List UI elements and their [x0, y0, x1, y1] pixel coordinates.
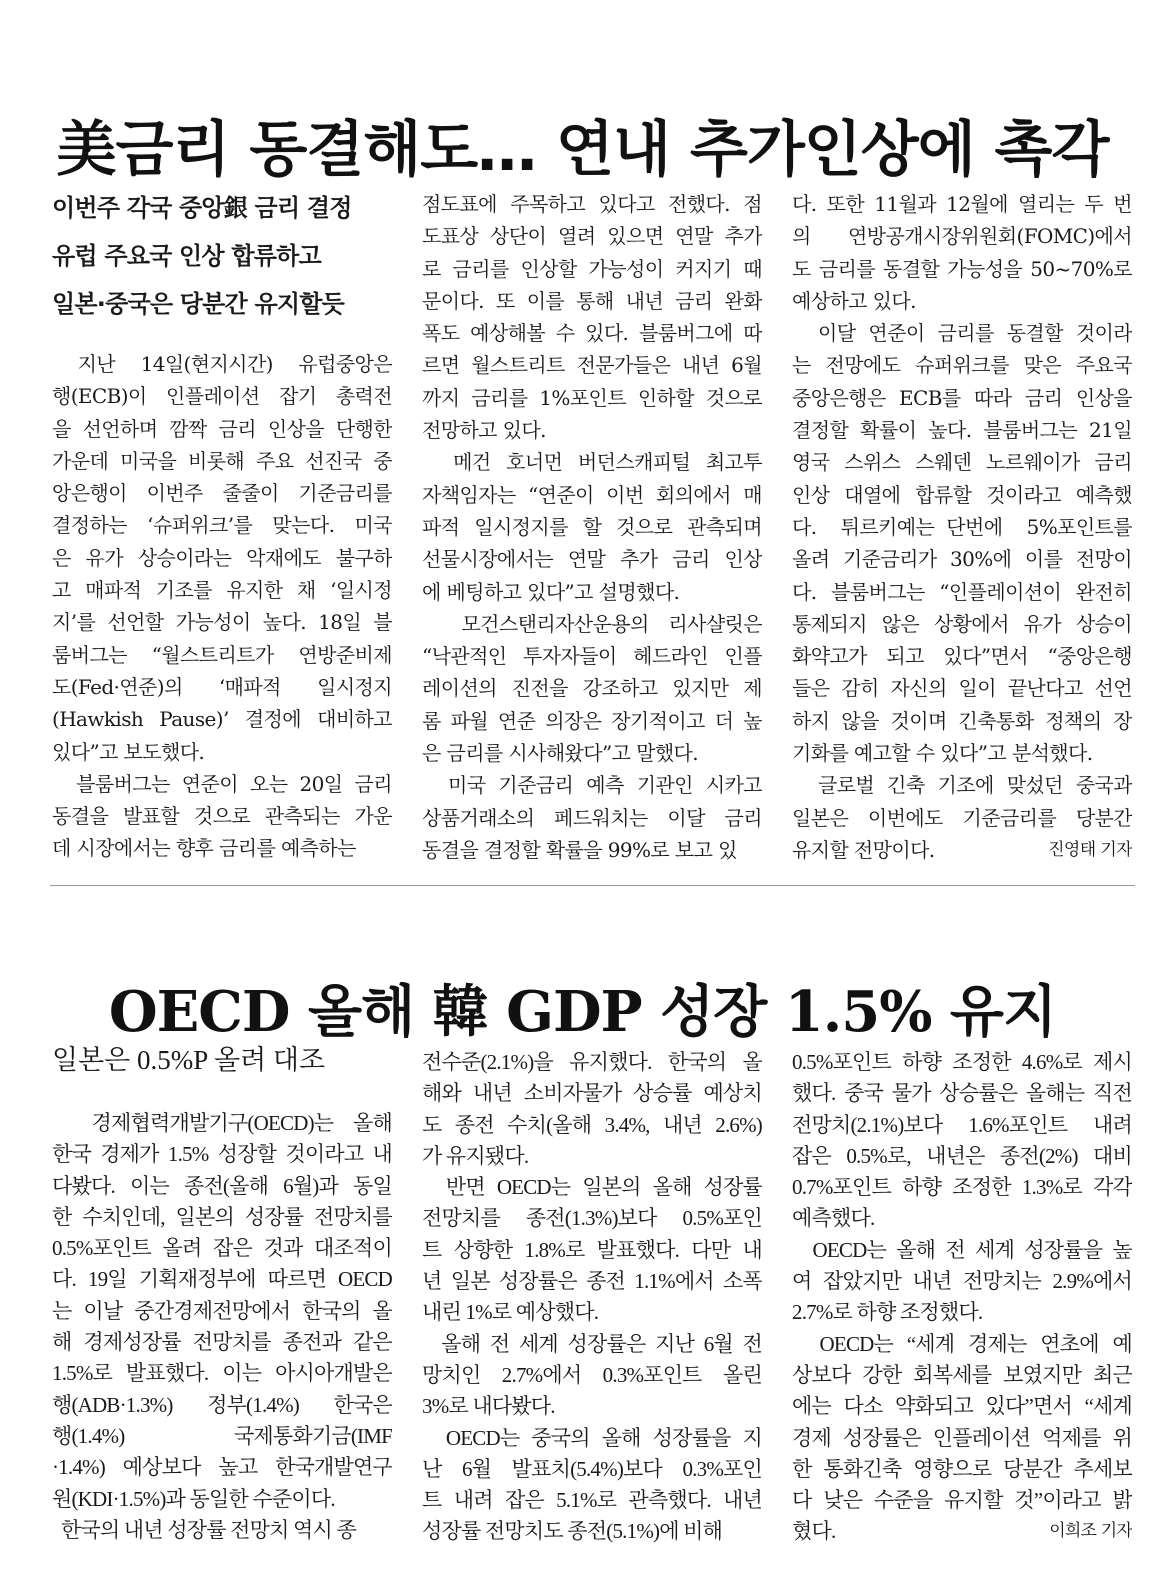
text-line [52, 800, 392, 832]
text-line-content: 통제되지 않은 상황에서 유가 상승이 [792, 611, 1132, 636]
text-line-content: 롬 파월 연준 의장은 장기적이고 더 높 [422, 708, 762, 733]
text-line [792, 802, 1132, 834]
text-line-content: 다봤다. 이는 종전(올해 6월)과 동일 [52, 1173, 392, 1198]
text-line [792, 1203, 1132, 1234]
text-line [422, 640, 762, 672]
text-line-content: 해와 내년 소비자물가 상승률 예상치 [422, 1081, 762, 1106]
text-line-content: 망치인 2.7%에서 0.3%포인트 올린 [422, 1362, 762, 1387]
text-line [422, 382, 762, 414]
text-line-content: 경제 성장률은 인플레이션 억제를 위 [792, 1425, 1132, 1450]
text-line [52, 1452, 392, 1483]
text-line-content: 룸버그는 “월스트리트가 연방준비제 [52, 642, 392, 667]
text-line [792, 1485, 1132, 1516]
text-line [792, 1172, 1132, 1203]
text-line [792, 1078, 1132, 1109]
reporter-byline: 진영태 기자 [1048, 839, 1132, 860]
text-line [792, 576, 1132, 608]
text-line-content: 로 금리를 인상할 가능성이 커지기 때 [422, 256, 762, 281]
text-line-content: 다. 또한 11월과 12월에 열리는 두 번 [792, 192, 1132, 216]
text-line-content: 원(KDI·1.5%)과 동일한 수준이다. [52, 1486, 335, 1511]
text-line [52, 413, 392, 445]
text-line-content: “낙관적인 투자자들이 헤드라인 인플 [422, 644, 762, 669]
text-line-content: 고 매파적 기조를 유지한 채 ‘일시정 [52, 578, 392, 603]
text-line [792, 253, 1132, 285]
text-line [422, 737, 762, 769]
text-line-content: 해 경제성장률 전망치를 종전과 같은 [52, 1330, 392, 1355]
text-line-content: 르면 월스트리트 전문가들은 내년 6월 [422, 353, 762, 378]
text-line-content: 전망치(2.1%)보다 1.6%포인트 내려 [792, 1112, 1132, 1137]
text-line-content: 미국 기준금리 예측 기관인 시카고 [422, 773, 762, 798]
text-line-content: 혔다. [792, 1519, 836, 1544]
text-line-content: 을 선언하며 깜짝 금리 인상을 단행한 [52, 416, 392, 441]
text-line [52, 832, 392, 864]
text-line-content: 3%로 내다봤다. [422, 1394, 555, 1419]
text-line-content: 트 내려 잡은 5.1%로 관측했다. 내년 [422, 1488, 762, 1513]
text-line [52, 606, 392, 638]
text-line-content: 은 금리를 시사해왔다”고 말했다. [422, 741, 699, 766]
text-line-content: 레이션의 진전을 강조하고 있지만 제 [422, 676, 762, 701]
text-line [422, 1078, 762, 1109]
text-line [792, 1454, 1132, 1485]
column-body [792, 188, 1132, 866]
text-line [52, 1484, 392, 1515]
text-line-content: 도 금리를 동결할 가능성을 50~70%로 [792, 256, 1132, 281]
text-line [422, 188, 762, 220]
text-line-content: 블룸버그는 연준이 오는 20일 금리 [52, 771, 392, 796]
text-line-content: 예상하고 있다. [792, 288, 916, 313]
text-line [422, 608, 762, 640]
text-line [792, 1047, 1132, 1078]
text-line-content: 의 연방공개시장위원회(FOMC)에서 [792, 224, 1132, 249]
column-body [52, 1108, 392, 1546]
text-line [792, 1516, 1132, 1547]
text-line [792, 479, 1132, 511]
text-line-content: 다. 블룸버그는 “인플레이션이 완전히 [792, 579, 1132, 604]
text-line [422, 349, 762, 381]
text-line [792, 285, 1132, 317]
text-line-content: 반면 OECD는 일본의 올해 성장률 [422, 1175, 762, 1200]
text-line-content: 모건스탠리자산운용의 리사샬릿은 [422, 611, 762, 636]
text-line [792, 640, 1132, 672]
text-line-content: 메건 호너먼 버던스캐피털 최고투 [422, 450, 762, 475]
text-line-content: 0.7%포인트 하향 조정한 1.3%로 각각 [792, 1175, 1132, 1200]
text-line-content: 유지할 전망이다. [792, 837, 935, 862]
text-line-content: 0.5%포인트 하향 조정한 4.6%로 제시 [792, 1050, 1132, 1074]
text-line [52, 1233, 392, 1264]
text-line-content: 경제협력개발기구(OECD)는 올해 [52, 1111, 392, 1135]
text-line [422, 1172, 762, 1203]
text-line-content: 데 시장에서는 향후 금리를 예측하는 [52, 836, 356, 861]
text-line-content: 내린 1%로 예상했다. [422, 1300, 599, 1325]
text-line [792, 1297, 1132, 1328]
text-line-content: 0.5%포인트 올려 잡은 것과 대조적이 [52, 1236, 392, 1261]
text-line [792, 414, 1132, 446]
text-line-content: 동결을 발표할 것으로 관측되는 가운 [52, 804, 392, 829]
text-line [792, 1141, 1132, 1172]
text-line-content: 에는 다소 약화되고 있다”면서 “세계 [792, 1394, 1132, 1419]
text-line-content: 다 낮은 수준을 유지할 것”이라고 밝 [792, 1488, 1132, 1513]
text-line-content: 도(Fed·연준)의 ‘매파적 일시정지 [52, 674, 392, 699]
text-line-content: ·1.4%) 예상보다 높고 한국개발연구 [52, 1455, 392, 1480]
text-line-content: 앙은행이 이번주 줄줄이 기준금리를 [52, 481, 392, 506]
text-line-content: 도 종전 수치(올해 3.4%, 내년 2.6%) [422, 1112, 762, 1137]
subheadline: 일본·중국은 당분간 유지할듯 [52, 290, 345, 318]
text-line-content: 전망치를 종전(1.3%)보다 0.5%포인 [422, 1206, 762, 1231]
text-line-content: 파적 일시정지를 할 것으로 관측되며 [422, 514, 762, 539]
text-line-content: 중앙은행은 ECB를 따라 금리 인상을 [792, 385, 1132, 410]
text-line [422, 1423, 762, 1454]
text-line [422, 253, 762, 285]
text-line [792, 1235, 1132, 1266]
text-line-content: 하지 않을 것이며 긴축통화 정책의 장 [792, 708, 1132, 733]
subheadline: 유럽 주요국 인상 합류하고 [52, 242, 321, 270]
text-line [52, 1421, 392, 1452]
text-line [422, 1485, 762, 1516]
text-line-content: 결정할 확률이 높다. 블룸버그는 21일 [792, 418, 1132, 443]
text-line-content: 문이다. 또 이를 통해 내년 금리 완화 [422, 288, 762, 313]
text-line-content: 상보다 강한 회복세를 보였지만 최근 [792, 1362, 1132, 1387]
text-line-content: 한국 경제가 1.5% 성장할 것이라고 내 [52, 1142, 392, 1167]
text-line [52, 1358, 392, 1389]
headline-article-2: OECD 올해 韓 GDP 성장 1.5% 유지 [108, 978, 1057, 1045]
text-line-content: 한 수치인데, 일본의 성장률 전망치를 [52, 1204, 392, 1229]
text-line-content: 에 베팅하고 있다”고 설명했다. [422, 579, 680, 604]
text-line [422, 834, 762, 866]
text-line-content: 행(ECB)이 인플레이션 잡기 총력전 [52, 384, 392, 409]
text-line [52, 380, 392, 412]
text-line [422, 1329, 762, 1360]
text-line-content: OECD는 중국의 올해 성장률을 지 [422, 1425, 762, 1450]
text-line [792, 834, 1132, 866]
text-line [792, 1423, 1132, 1454]
text-line-content: 는 전망에도 슈퍼위크를 맞은 주요국 [792, 353, 1132, 378]
text-line [422, 1297, 762, 1328]
text-line-content: OECD는 “세계 경제는 연초에 예 [792, 1331, 1132, 1356]
text-line-content: 가운데 미국을 비롯해 주요 선진국 중 [52, 448, 392, 473]
text-line [52, 1171, 392, 1202]
text-line [792, 188, 1132, 220]
column-body [422, 188, 762, 866]
text-line-content: 기화를 예고할 수 있다”고 분석했다. [792, 741, 1093, 766]
text-line [422, 1360, 762, 1391]
text-line [422, 1391, 762, 1422]
text-line-content: 잡은 0.5%로, 내년은 종전(2%) 대비 [792, 1143, 1132, 1168]
text-line [792, 705, 1132, 737]
text-line [52, 1296, 392, 1327]
text-line-content: 지난 14일(현지시간) 유럽중앙은 [52, 352, 392, 376]
text-line-content: 있다”고 보도했다. [52, 739, 205, 764]
text-line-content: 트 상향한 1.8%로 발표했다. 다만 내 [422, 1237, 762, 1262]
text-line-content: 들은 감히 자신의 일이 끝난다고 선언 [792, 676, 1132, 701]
text-line [52, 736, 392, 768]
text-line-content: 이달 연준이 금리를 동결할 것이라 [792, 321, 1132, 346]
text-line-content: 성장률 전망치도 종전(5.1%)에 비해 [422, 1519, 723, 1544]
text-line [52, 1264, 392, 1295]
text-line-content: 전수준(2.1%)을 유지했다. 한국의 올 [422, 1050, 762, 1074]
text-line [422, 576, 762, 608]
text-line-content: 화약고가 되고 있다”면서 “중앙은행 [792, 644, 1132, 669]
text-line [792, 1266, 1132, 1297]
text-line [792, 1391, 1132, 1422]
text-line [422, 1141, 762, 1172]
text-line [792, 317, 1132, 349]
text-line [422, 220, 762, 252]
text-line [792, 608, 1132, 640]
text-line-content: 올려 기준금리가 30%에 이를 전망이 [792, 547, 1132, 572]
text-line [422, 1110, 762, 1141]
text-line [422, 479, 762, 511]
text-line [792, 382, 1132, 414]
text-line-content: 폭도 예상해볼 수 있다. 블룸버그에 따 [422, 321, 762, 346]
text-line [422, 1454, 762, 1485]
text-line [422, 285, 762, 317]
headline-article-1: 美금리 동결해도… 연내 추가인상에 촉각 [56, 115, 1109, 186]
article-2-column-3 [792, 1047, 1132, 1548]
text-line [52, 542, 392, 574]
text-line [52, 639, 392, 671]
text-line-content: 올해 전 세계 성장률은 지난 6월 전 [422, 1331, 762, 1356]
text-line-content: (Hawkish Pause)’ 결정에 대비하고 [52, 707, 392, 732]
text-line [422, 802, 762, 834]
text-line-content: 한국의 내년 성장률 전망치 역시 종 [52, 1517, 356, 1542]
text-line-content: 다. 19일 기획재정부에 따르면 OECD [52, 1267, 392, 1292]
text-line [792, 672, 1132, 704]
text-line [52, 1390, 392, 1421]
text-line [52, 348, 392, 380]
text-line [52, 477, 392, 509]
text-line-content: 도표상 상단이 열려 있으면 연말 추가 [422, 224, 762, 249]
column-body [52, 348, 392, 865]
text-line [52, 1139, 392, 1170]
text-line-content: 행(ADB·1.3%) 정부(1.4%) 한국은 [52, 1392, 392, 1417]
text-line [422, 672, 762, 704]
text-line [422, 446, 762, 478]
text-line-content: 다. 튀르키예는 단번에 5%포인트를 [792, 514, 1132, 539]
text-line-content: 년 일본 성장률은 종전 1.1%에서 소폭 [422, 1269, 762, 1294]
text-line [52, 671, 392, 703]
text-line-content: 가 유지됐다. [422, 1143, 529, 1168]
text-line-content: 상품거래소의 페드워치는 이달 금리 [422, 805, 762, 830]
column-body [422, 1047, 762, 1548]
text-line [52, 1108, 392, 1139]
text-line [792, 1110, 1132, 1141]
text-line-content: 영국 스위스 스웨덴 노르웨이가 금리 [792, 450, 1132, 475]
text-line [52, 445, 392, 477]
text-line [422, 1516, 762, 1547]
text-line-content: 점도표에 주목하고 있다고 전했다. 점 [422, 192, 762, 216]
text-line [422, 1047, 762, 1078]
article-2-column-1 [52, 1040, 392, 1546]
text-line [792, 737, 1132, 769]
text-line [422, 414, 762, 446]
text-line [792, 349, 1132, 381]
article-2-column-2 [422, 1047, 762, 1548]
text-line [792, 220, 1132, 252]
text-line-content: 예측했다. [792, 1206, 875, 1231]
text-line [422, 317, 762, 349]
text-line [52, 574, 392, 606]
text-line [422, 1235, 762, 1266]
text-line [422, 769, 762, 801]
text-line-content: 한 통화긴축 영향으로 당분간 추세보 [792, 1456, 1132, 1481]
text-line [52, 703, 392, 735]
article-1-column-1 [52, 184, 392, 865]
subheadline: 이번주 각국 중앙銀 금리 결정 [52, 194, 352, 222]
text-line [52, 1515, 392, 1546]
text-line-content: 행(1.4%) 국제통화기금(IMF [52, 1423, 392, 1448]
text-line-content: 은 유가 상승이라는 악재에도 불구하 [52, 545, 392, 570]
text-line [792, 1329, 1132, 1360]
text-line [52, 1202, 392, 1233]
article-1-column-2 [422, 188, 762, 866]
text-line [422, 1203, 762, 1234]
text-line [422, 543, 762, 575]
text-line-content: OECD는 올해 전 세계 성장률을 높 [792, 1237, 1132, 1262]
article-divider [50, 885, 1135, 886]
text-line-content: 일본은 이번에도 기준금리를 당분간 [792, 805, 1132, 830]
text-line-content: 선물시장에서는 연말 추가 금리 인상 [422, 547, 762, 572]
reporter-byline: 이희조 기자 [1049, 1521, 1132, 1542]
text-line-content: 지’를 선언할 가능성이 높다. 18일 블 [52, 610, 392, 635]
text-line-content: 전망하고 있다. [422, 418, 546, 443]
column-body [792, 1047, 1132, 1548]
text-line-content: 글로벌 긴축 기조에 맞섰던 중국과 [792, 773, 1132, 798]
text-line-content: 인상 대열에 합류할 것이라고 예측했 [792, 482, 1132, 507]
text-line [422, 705, 762, 737]
text-line-content: 까지 금리를 1%포인트 인하할 것으로 [422, 385, 762, 410]
text-line-content: 2.7%로 하향 조정했다. [792, 1300, 983, 1325]
text-line [792, 769, 1132, 801]
text-line-content: 했다. 중국 물가 상승률은 올해는 직전 [792, 1081, 1132, 1106]
text-line [792, 543, 1132, 575]
text-line-content: 결정하는 ‘슈퍼위크’를 맞는다. 미국 [52, 513, 392, 538]
text-line-content: 는 이날 중간경제전망에서 한국의 올 [52, 1298, 392, 1323]
text-line [52, 1327, 392, 1358]
text-line-content: 난 6월 발표치(5.4%)보다 0.3%포인 [422, 1456, 762, 1481]
text-line [792, 511, 1132, 543]
text-line [52, 768, 392, 800]
text-line-content: 동결을 결정할 확률을 99%로 보고 있 [422, 837, 737, 862]
text-line [792, 446, 1132, 478]
article-1-column-3 [792, 188, 1132, 866]
text-line-content: 자책임자는 “연준이 이번 회의에서 매 [422, 482, 762, 507]
text-line [52, 509, 392, 541]
text-line-content: 1.5%로 발표했다. 이는 아시아개발은 [52, 1361, 392, 1386]
text-line-content: 여 잡았지만 내년 전망치는 2.9%에서 [792, 1269, 1132, 1294]
subheadline: 일본은 0.5%P 올려 대조 [52, 1045, 326, 1075]
text-line [792, 1360, 1132, 1391]
text-line [422, 511, 762, 543]
text-line [422, 1266, 762, 1297]
